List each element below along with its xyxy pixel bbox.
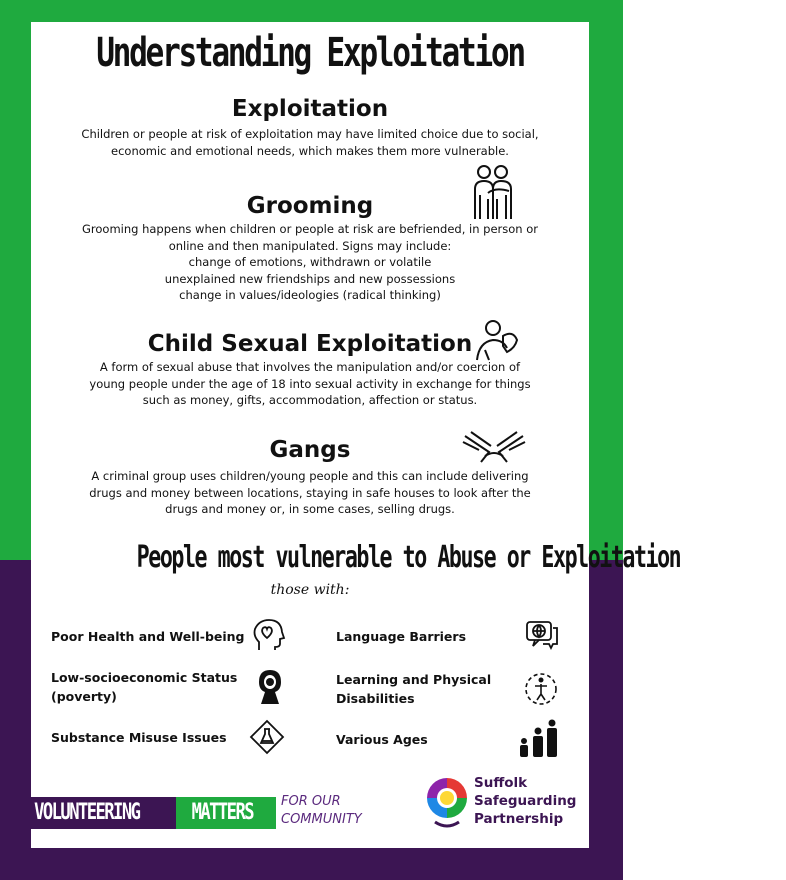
hooded-figure-icon <box>255 668 285 710</box>
suffolk-safeguarding-partnership-text: Suffolk Safeguarding Partnership <box>474 775 577 827</box>
family-icon <box>515 719 561 763</box>
section-heading-exploitation: Exploitation <box>231 96 389 122</box>
hazard-bottle-icon <box>249 719 285 759</box>
speech-globe-icon <box>525 620 559 654</box>
section-text-gangs: A criminal group uses children/young people and this can include delivering drugs and money between locations, staying in safe houses to look after the drugs and money or, in some cases, selling drugs. <box>89 469 531 516</box>
page-title: Understanding Exploitation <box>96 30 524 76</box>
vulnerable-subheading: those with: <box>270 582 350 598</box>
two-people-embrace-icon <box>471 163 515 225</box>
vulnerable-item-substance: Substance Misuse Issues <box>51 730 227 745</box>
vulnerable-item-ages: Various Ages <box>336 732 428 747</box>
head-heart-icon <box>251 618 285 656</box>
vulnerable-heading: People most vulnerable to Abuse or Exploitation <box>136 540 681 575</box>
suffolk-safeguarding-emblem <box>423 774 471 834</box>
vulnerable-item-poverty: Low-socioeconomic Status (poverty) <box>51 670 238 704</box>
section-text-grooming: Grooming happens when children or people at risk are befriended, in person or online and then manipulated. Signs may include: change of emotions, withdrawn or volatile unexplained new friendships and new possessions change in values/ideologies (radical thinking) <box>82 222 538 302</box>
section-heading-cse: Child Sexual Exploitation <box>147 331 473 357</box>
gang-hand-sign-icon <box>461 428 527 470</box>
section-text-cse: A form of sexual abuse that involves the manipulation and/or coercion of young people under the age of 18 into sexual activity in exchange for things such as money, gifts, accommodation, affection or status. <box>89 360 531 407</box>
vulnerable-item-health: Poor Health and Well-being <box>51 629 245 644</box>
section-text-exploitation: Children or people at risk of exploitation may have limited choice due to social, economic and emotional needs, which makes them more vulnerable. <box>81 127 539 158</box>
accessibility-circle-icon <box>521 670 561 712</box>
poster-card: Understanding Exploitation Exploitation Children or people at risk of exploitation may have limited choice due to social, economic and emotional needs, which makes them more vulnerable. Grooming Grooming happens when children or people at risk are befriended, in person or online and then manipulated. Signs may include: change of emotions, withdrawn or volatile unexplained new friendships and new possessions change in values/ideologies (radical thinking) Child Sexual Exploitation A form of sexual abuse that involves the manipulation and/or coercion of young people under the age of 18 into sexual activity in exchange for things such as money, gifts, accommodation, affection or status. Gangs A criminal group uses children/young people and this can include delivering drugs and money between locations, staying in safe houses to look after the drugs and money or, in some cases, selling drugs. People most vulnerable to Abuse or Exploitation those with: Poor Health and Well-being Low-socioeconomic Status (poverty) Substance Misuse Issues Language Barriers Learning and Physical Disabilities Various Ages VOLUNTEERING MATTERS FOR OUR COMMUNITY Suffolk Safeguarding Partnership <box>31 22 589 848</box>
section-heading-grooming: Grooming <box>246 193 374 219</box>
section-heading-gangs: Gangs <box>269 437 351 463</box>
vulnerable-item-language: Language Barriers <box>336 629 467 644</box>
vulnerable-item-disabilities: Learning and Physical Disabilities <box>336 672 492 706</box>
